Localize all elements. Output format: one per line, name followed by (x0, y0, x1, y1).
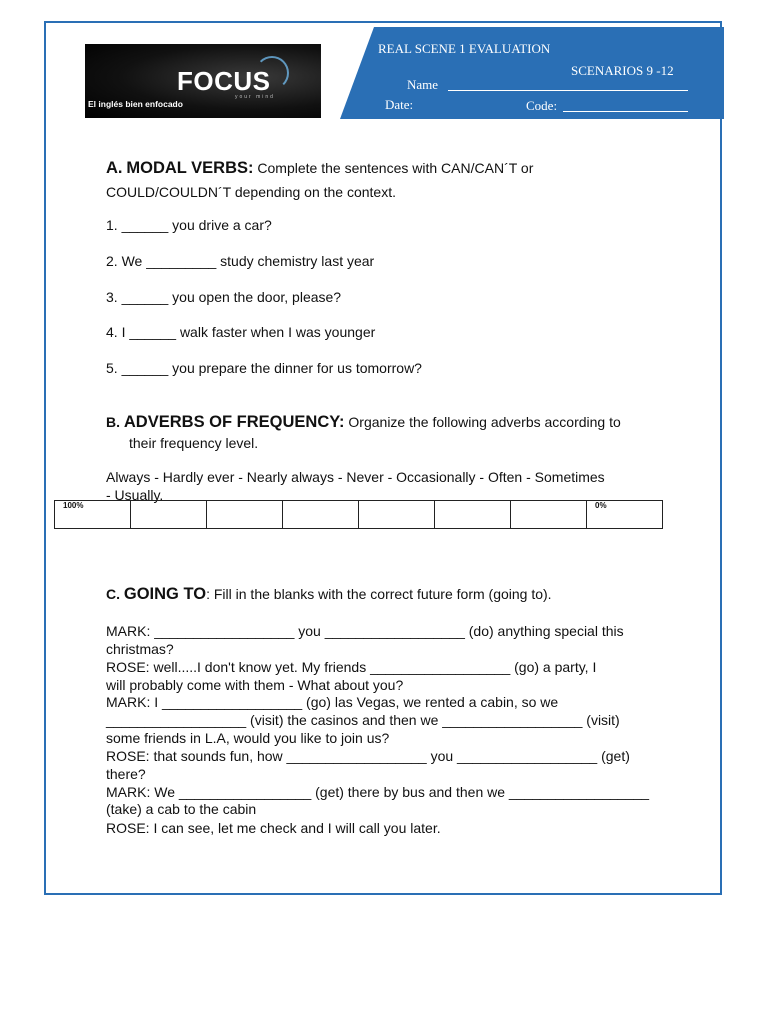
date-label: Date: (385, 97, 414, 112)
section-a-instruction: Complete the sentences with CAN/CAN´T or (253, 160, 534, 176)
section-b-letter: B. (106, 414, 120, 430)
frequency-100-label: 100% (63, 501, 84, 510)
adverb-list-2: - Usually. (106, 487, 164, 503)
section-a-heading-line (106, 160, 533, 177)
name-field[interactable] (448, 90, 688, 91)
modal-item-2: 2. We _________ study chemistry last year (106, 253, 375, 269)
code-label: Code: (526, 98, 558, 113)
section-a-letter: A. (106, 159, 123, 177)
frequency-cell[interactable] (207, 501, 283, 528)
frequency-cell[interactable] (587, 501, 662, 528)
evaluation-title: REAL SCENE 1 EVALUATION (378, 41, 551, 56)
dialogue-line: MARK: We _________________ (get) there by bus and then we __________________ (106, 784, 650, 800)
frequency-cell[interactable] (55, 501, 131, 528)
dialogue-line: (take) a cab to the cabin (106, 801, 257, 817)
section-b-heading-line (106, 414, 621, 431)
frequency-cell[interactable] (283, 501, 359, 528)
frequency-cell[interactable] (131, 501, 207, 528)
focus-logo (85, 44, 321, 118)
frequency-cell[interactable] (359, 501, 435, 528)
section-b-instruction-2: their frequency level. (129, 435, 259, 451)
dialogue-line: ROSE: well.....I don't know yet. My friends __________________ (go) a party, I (106, 659, 597, 675)
scenarios-label: SCENARIOS 9 -12 (571, 63, 674, 78)
section-a-instruction-2: COULD/COULDN´T depending on the context. (106, 184, 396, 200)
section-b-heading: ADVERBS OF FREQUENCY: (123, 413, 345, 431)
header-banner (340, 27, 724, 119)
modal-item-5: 5. ______ you prepare the dinner for us tomorrow? (106, 360, 422, 376)
logo-slogan: El inglés bien enfocado (88, 99, 183, 109)
dialogue-line: ROSE: that sounds fun, how __________________ you __________________ (get) (106, 748, 630, 764)
dialogue-line: MARK: I __________________ (go) las Vegas, we rented a cabin, so we (106, 694, 559, 710)
dialogue-line: __________________ (visit) the casinos and then we __________________ (visit) (106, 712, 620, 728)
section-c-heading-line (106, 586, 552, 603)
frequency-table (54, 500, 663, 529)
modal-item-3: 3. ______ you open the door, please? (106, 289, 342, 305)
modal-item-1: 1. ______ you drive a car? (106, 217, 272, 233)
section-c-instruction: : Fill in the blanks with the correct future form (going to). (206, 586, 552, 602)
frequency-cell[interactable] (435, 501, 511, 528)
dialogue-line: MARK: __________________ you __________________ (do) anything special this (106, 623, 624, 639)
section-a-heading: MODAL VERBS: (126, 159, 254, 177)
dialogue-line: christmas? (106, 641, 174, 657)
adverb-list: Always - Hardly ever - Nearly always - Never - Occasionally - Often - Sometimes (106, 469, 605, 485)
name-label: Name (407, 77, 439, 92)
logo-brand: FOCUS (177, 66, 271, 96)
dialogue-line: there? (106, 766, 146, 782)
code-field[interactable] (563, 111, 688, 112)
modal-item-4: 4. I ______ walk faster when I was younger (106, 324, 376, 340)
dialogue-line: will probably come with them - What about you? (106, 677, 404, 693)
section-c-heading: GOING TO (123, 585, 207, 603)
frequency-0-label: 0% (595, 501, 607, 510)
dialogue-line: ROSE: I can see, let me check and I will call you later. (106, 820, 441, 836)
dialogue-line: some friends in L.A, would you like to join us? (106, 730, 390, 746)
section-b-instruction: Organize the following adverbs according to (344, 414, 621, 430)
section-c-letter: C. (106, 586, 120, 602)
frequency-cell[interactable] (511, 501, 587, 528)
logo-tag: your mind (235, 94, 275, 100)
